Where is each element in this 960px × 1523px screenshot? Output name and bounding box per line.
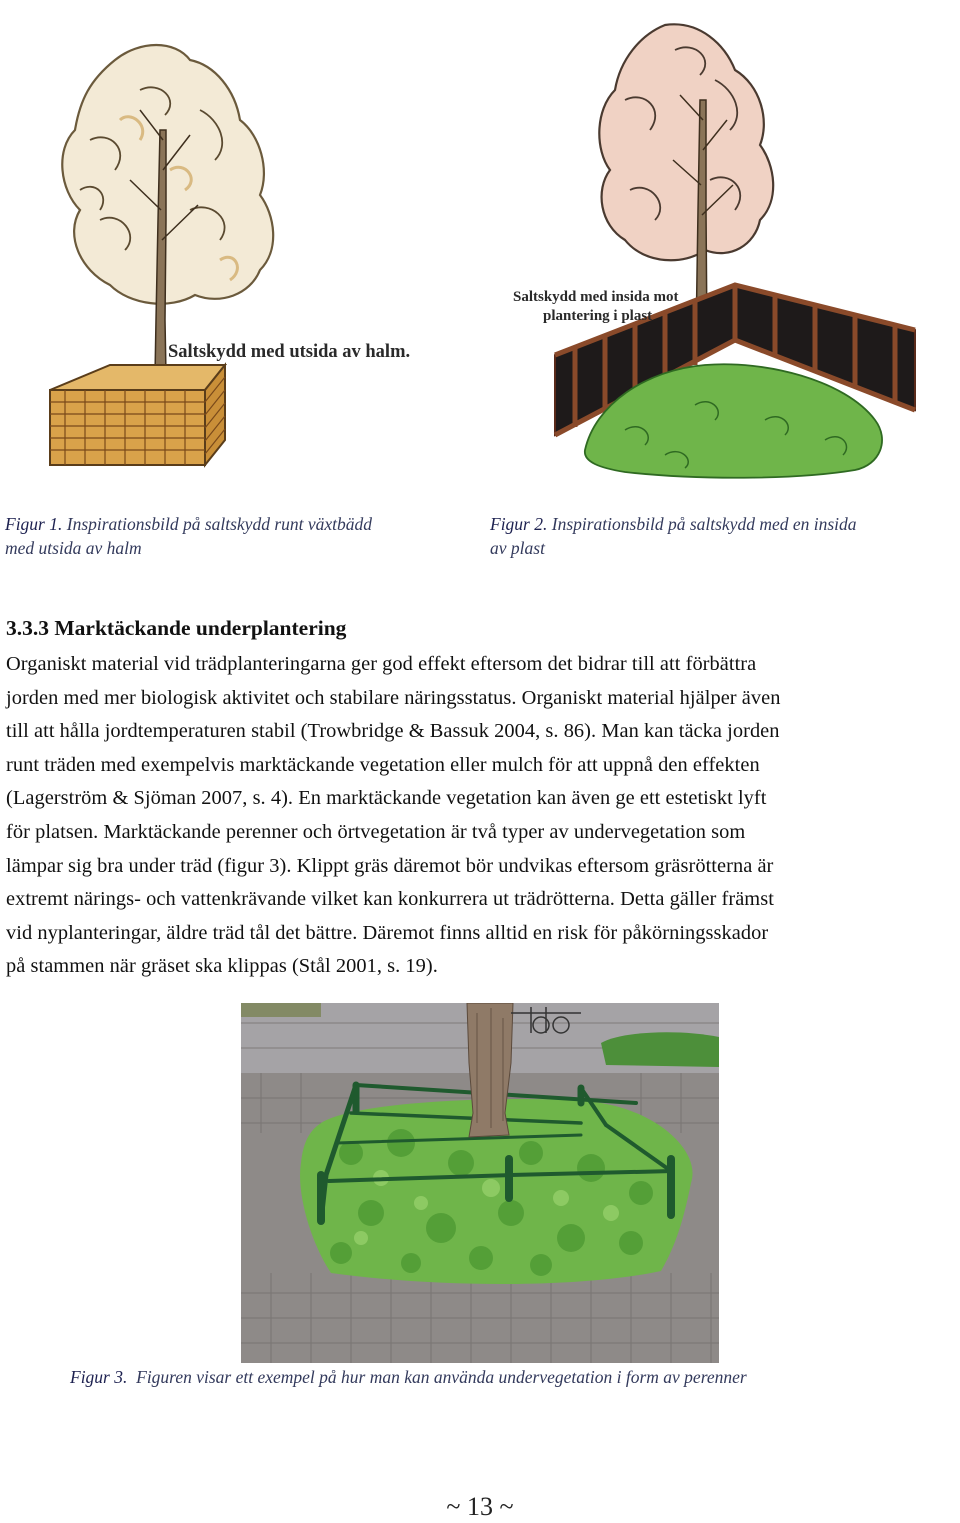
figure-3-photo — [241, 1003, 719, 1363]
tree-crown-straw — [62, 45, 273, 304]
figure-1-inline-label: Saltskydd med utsida av halm. — [168, 342, 411, 362]
figure-3-caption — [70, 1365, 747, 1389]
body-line: på stammen när gräset ska klippas (Stål 2001, s. 19). — [6, 955, 438, 978]
figure-1-caption-line1: Inspirationsbild på saltskydd runt växtbädd — [66, 514, 373, 534]
body-line: jorden med mer biologisk aktivitet och stabilare näringsstatus. Organiskt material hjälper även — [6, 686, 781, 709]
body-line: för platsen. Marktäckande perenner och örtvegetation är två typer av undervegetation som — [6, 820, 746, 843]
figure-2-caption-line1: Inspirationsbild på saltskydd med en insida — [551, 514, 857, 534]
figure-3-caption-text: Figuren visar ett exempel på hur man kan använda undervegetation i form av perenner — [136, 1367, 747, 1387]
body-line: (Lagerström & Sjöman 2007, s. 4). En marktäckande vegetation kan även ge ett estetiskt lyft — [6, 787, 767, 810]
body-line: lämpar sig bra under träd (figur 3). Klippt gräs däremot bör undvikas eftersom gräsrötterna är — [6, 854, 774, 877]
figure-1-illustration — [20, 20, 460, 490]
section-body — [6, 648, 956, 984]
figure-3-caption-label: Figur 3. — [70, 1367, 128, 1387]
figure-2-inline-label-2: plantering i plast — [543, 308, 653, 324]
figure-2-caption-line2: av plast — [490, 538, 545, 558]
figure-2-caption-label: Figur 2. — [490, 514, 548, 534]
figure-2-caption — [490, 512, 950, 560]
tree-crown-pink — [599, 24, 773, 260]
body-line: extremt närings- och vattenkrävande vilket kan konkurrera ut trädrötterna. Detta gäller främst — [6, 888, 774, 911]
figure-1-caption-label: Figur 1. — [5, 514, 63, 534]
figure-1-caption — [5, 512, 455, 560]
photo-tree-trunk — [467, 1003, 513, 1137]
figure-2-illustration — [495, 10, 935, 490]
body-line: Organiskt material vid trädplanteringarna ger god effekt eftersom det bidrar till att förbättra — [6, 653, 757, 675]
straw-box — [50, 365, 225, 465]
body-line: vid nyplanteringar, äldre träd tål det bättre. Däremot finns alltid en risk för påkörningsskador — [6, 921, 769, 944]
page-number: ~ 13 ~ — [446, 1492, 514, 1521]
figure-2-inline-label-1: Saltskydd med insida mot — [513, 289, 679, 305]
body-line: runt träden med exempelvis marktäckande vegetation eller mulch för att uppnå den effekten — [6, 753, 760, 776]
section-heading: 3.3.3 Marktäckande underplantering — [6, 616, 347, 640]
body-line: till att hålla jordtemperaturen stabil (Trowbridge & Bassuk 2004, s. 86). Man kan täcka jorden — [6, 720, 780, 743]
figure-1-caption-line2: med utsida av halm — [5, 538, 142, 558]
